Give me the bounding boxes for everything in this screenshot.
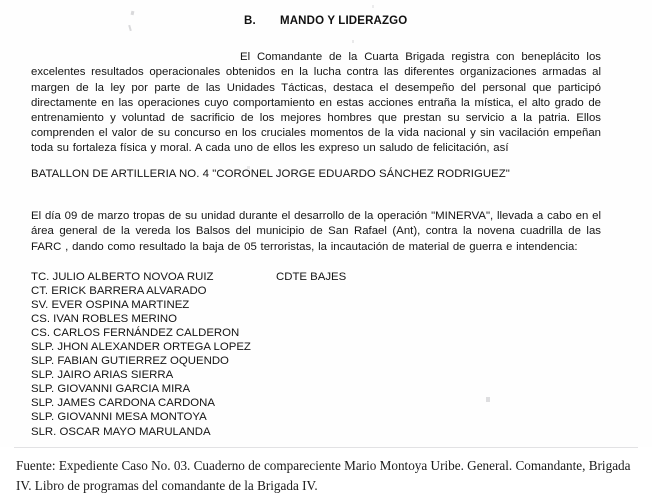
source-citation: Fuente: Expediente Caso No. 03. Cuaderno de compareciente Mario Montoya Uribe. General. Comandante, Brigada IV. Libro de programas del comandante de la Brigada IV. bbox=[16, 458, 631, 493]
roster-entry-name: SLP. JAIRO ARIAS SIERRA bbox=[31, 369, 174, 382]
roster-row bbox=[31, 396, 591, 410]
roster-entry-name: SLP. GIOVANNI MESA MONTOYA bbox=[31, 411, 207, 424]
roster-row bbox=[31, 368, 591, 382]
roster-entry-name: SLP. JAMES CARDONA CARDONA bbox=[31, 397, 215, 410]
roster-entry-name: SLR. OSCAR MAYO MARULANDA bbox=[31, 425, 211, 438]
section-heading-letter: B. bbox=[244, 15, 256, 27]
roster-row bbox=[31, 326, 591, 340]
roster-entry-name: TC. JULIO ALBERTO NOVOA RUIZ bbox=[31, 271, 214, 283]
roster-row bbox=[31, 340, 591, 354]
roster-column-header-cdte-bajes: CDTE BAJES bbox=[276, 271, 347, 283]
scan-artifact-speckle bbox=[352, 40, 354, 43]
battalion-title: BATALLON DE ARTILLERIA NO. 4 "CORONEL JORGE EDUARDO SÁNCHEZ RODRIGUEZ" bbox=[31, 168, 510, 180]
roster-row bbox=[31, 425, 591, 439]
roster-entry-name: SLP. FABIAN GUTIERREZ OQUENDO bbox=[31, 355, 229, 368]
scan-artifact-speckle bbox=[372, 5, 374, 8]
roster-entry-name: CS. IVAN ROBLES MERINO bbox=[31, 313, 177, 326]
section-heading bbox=[244, 15, 407, 27]
roster-row bbox=[31, 354, 591, 368]
body-paragraph-2: El día 09 de marzo tropas de su unidad durante el desarrollo de la operación "MINERVA", llevada a cabo en el área general de la vereda los Balsos del municipio de San Rafael (Ant), contra la novena cuadrilla de las FARC , dando como resultado la baja de 05 terroristas, la incautación de material de guerra e intendencia: bbox=[31, 210, 601, 253]
footer-divider bbox=[14, 447, 638, 448]
roster-row bbox=[31, 270, 591, 284]
scan-artifact-speckle bbox=[131, 11, 135, 16]
section-heading-title: MANDO Y LIDERAZGO bbox=[280, 15, 408, 27]
roster-entry-name: SV. EVER OSPINA MARTINEZ bbox=[31, 299, 190, 312]
roster-row bbox=[31, 312, 591, 326]
body-paragraph-1: El Comandante de la Cuarta Brigada registra con beneplácito los excelentes resultados operacionales obtenidos en la lucha contra las diferentes organizaciones armadas al margen de la ley por parte de las Unidades Tácticas, destaca el desempeño del personal que participó directamente en las operaciones cuyo comportamiento en estas acciones entraña la mística, el alto grado de entrenamiento y voluntad de sacrificio de los mejores hombres que prestan su servicio a la patria. Ellos comprenden el valor de su concurso en los cruciales momentos de la vida nacional y sin vacilación empeñan toda su fortaleza física y moral. A cada uno de ellos les expreso un saludo de felicitación, así bbox=[31, 51, 601, 154]
roster-entry-name: CS. CARLOS FERNÁNDEZ CALDERON bbox=[31, 327, 240, 340]
roster-entry-name: SLP. GIOVANNI GARCIA MIRA bbox=[31, 383, 191, 396]
roster-row bbox=[31, 284, 591, 298]
roster-row bbox=[31, 298, 591, 312]
scan-artifact-speckle bbox=[128, 25, 132, 31]
roster-row bbox=[31, 382, 591, 396]
roster-row bbox=[31, 410, 591, 424]
personnel-roster bbox=[31, 270, 591, 439]
roster-entry-name: CT. ERICK BARRERA ALVARADO bbox=[31, 285, 207, 298]
roster-entry-name: SLP. JHON ALEXANDER ORTEGA LOPEZ bbox=[31, 341, 251, 354]
